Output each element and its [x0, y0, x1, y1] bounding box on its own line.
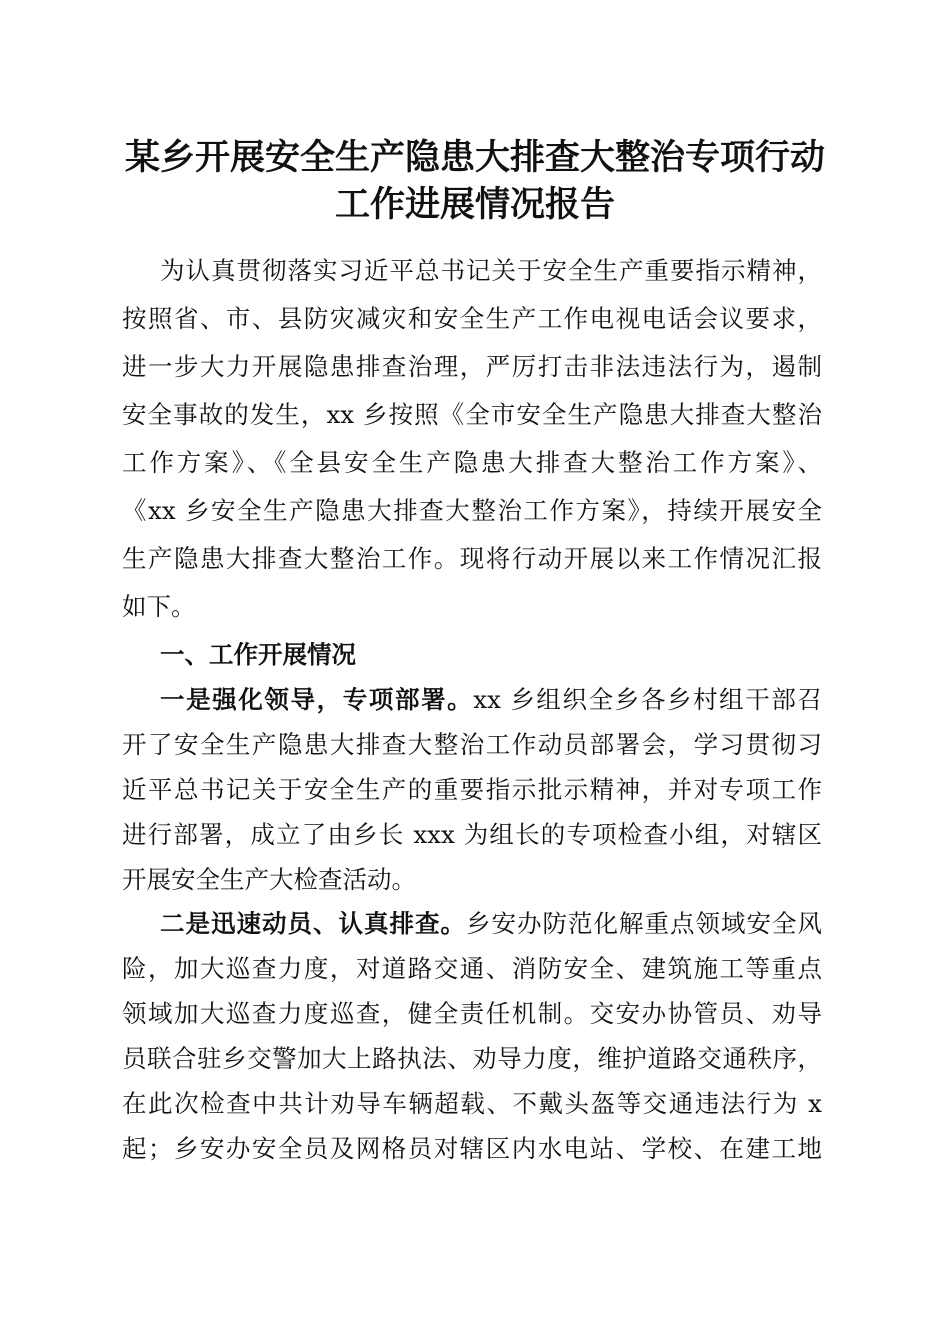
text-line: 《xx 乡安全生产隐患大排查大整治工作方案》，持续开展安全 — [122, 496, 822, 525]
text-line: 为认真贯彻落实习近平总书记关于安全生产重要指示精神， — [160, 256, 822, 285]
text-line — [122, 678, 822, 723]
text-line: 领域加大巡查力度巡查，健全责任机制。交安办协管员、劝导 — [122, 999, 822, 1029]
text-line: 起；乡安办安全员及网格员对辖区内水电站、学校、在建工地 — [122, 1133, 822, 1163]
text-line: 开了安全生产隐患大排查大整治工作动员部署会，学习贯彻习 — [122, 729, 822, 759]
text-line: 开展安全生产大检查活动。 — [122, 864, 416, 894]
text-line: 员联合驻乡交警加大上路执法、劝导力度，维护道路交通秩序， — [122, 1044, 822, 1074]
section-heading: 一、工作开展情况 — [160, 640, 356, 669]
paragraph-lead: 一是强化领导，专项部署。 — [160, 684, 474, 714]
text-line: 进行部署，成立了由乡长 xxx 为组长的专项检查小组，对辖区 — [122, 819, 822, 849]
text-line — [122, 902, 822, 947]
text-span: xx 乡组织全乡各乡村组干部召 — [473, 684, 823, 714]
text-line: 如下。 — [122, 592, 196, 621]
title-line-1: 某乡开展安全生产隐患大排查大整治专项行动 — [124, 137, 825, 178]
text-line: 在此次检查中共计劝导车辆超载、不戴头盔等交通违法行为 x — [122, 1089, 822, 1119]
paragraph-lead: 二是迅速动员、认真排查。 — [160, 909, 466, 939]
text-line: 生产隐患大排查大整治工作。现将行动开展以来工作情况汇报 — [122, 544, 822, 573]
text-line: 工作方案》、《全县安全生产隐患大排查大整治工作方案》、 — [122, 448, 822, 477]
section-work-progress — [122, 633, 822, 1172]
title-line-2: 工作进展情况报告 — [334, 184, 615, 225]
text-line: 进一步大力开展隐患排查治理，严厉打击非法违法行为，遏制 — [122, 352, 822, 381]
document-title — [100, 134, 850, 228]
text-line: 近平总书记关于安全生产的重要指示批示精神，并对专项工作 — [122, 774, 822, 804]
text-line: 按照省、市、县防灾减灾和安全生产工作电视电话会议要求， — [122, 304, 822, 333]
text-line: 安全事故的发生，xx 乡按照《全市安全生产隐患大排查大整治 — [122, 400, 822, 429]
text-line: 险，加大巡查力度，对道路交通、消防安全、建筑施工等重点 — [122, 954, 822, 984]
text-span: 乡安办防范化解重点领域安全风 — [466, 909, 822, 939]
intro-paragraph — [122, 247, 822, 631]
